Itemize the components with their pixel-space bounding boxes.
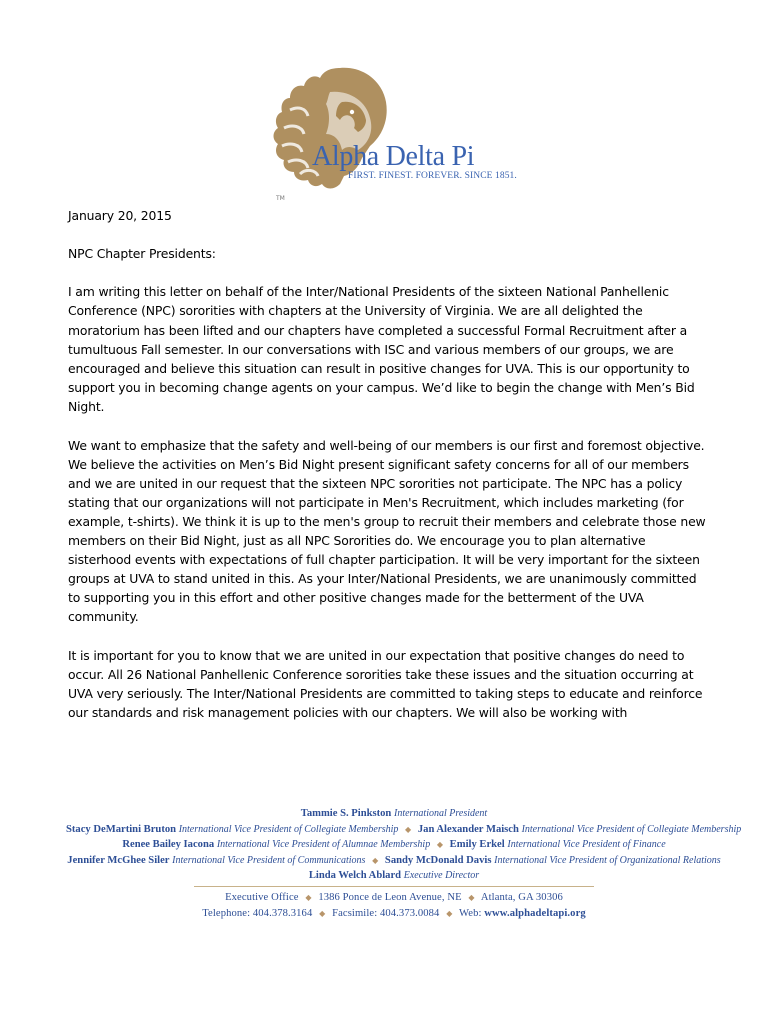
web-label: Web: — [459, 907, 482, 919]
diamond-separator-icon: ◆ — [446, 908, 453, 918]
organization-tagline: FIRST. FINEST. FOREVER. SINCE 1851. — [348, 171, 517, 181]
vp6-name: Sandy McDonald Davis — [384, 854, 492, 866]
letter-paragraph-3: It is important for you to know that we are united in our expectation that positive changes do need to occur. All 26 National Panhellenic Conference sororities take these issues and the situation occurring at UVA very seriously. The Inter/National Presidents are committed to taking steps to educate and reinforce our standards and risk management policies with our chapters. We will also be working with — [68, 647, 703, 721]
vp5-name: Jennifer McGhee Siler — [67, 854, 170, 866]
facsimile: Facsimile: 404.373.0084 — [332, 907, 440, 919]
footer-row-collegiate — [66, 822, 742, 838]
diamond-separator-icon: ◆ — [372, 855, 379, 865]
vp1-title: International Vice President of Collegiate Membership — [178, 823, 399, 835]
letter-date: January 20, 2015 — [68, 208, 172, 223]
footer-row-contact — [66, 906, 722, 922]
diamond-separator-icon: ◆ — [305, 892, 312, 902]
lion-logo-icon — [270, 62, 390, 202]
vp5-title: International Vice President of Communications — [172, 854, 366, 866]
footer-row-director — [66, 868, 722, 884]
letterhead — [250, 40, 720, 200]
president-title: International President — [393, 808, 488, 819]
vp6-title: International Vice President of Organizational Relations — [494, 854, 721, 866]
office-label: Executive Office — [225, 891, 299, 903]
diamond-separator-icon: ◆ — [468, 892, 475, 902]
vp2-name: Jan Alexander Maisch — [417, 823, 519, 835]
letter-paragraph-1: I am writing this letter on behalf of the Inter/National Presidents of the sixteen National Panhellenic Conference (NPC) sororities with chapters at the University of Virginia. We are all delighted the moratorium has been lifted and our chapters have completed a successful Formal Recruitment after a tumultuous Fall semester. In our conversations with ISC and various members of our groups, we are encouraged and believe this situation can result in positive changes for UVA. This is our opportunity to support you in becoming change agents on your campus. We’d like to begin the change with Men’s Bid Night. — [68, 284, 695, 414]
office-city: Atlanta, GA 30306 — [480, 891, 563, 903]
footer-row-alumnae — [66, 837, 722, 853]
letter-body — [68, 206, 708, 741]
vp3-title: International Vice President of Alumnae Membership — [216, 839, 431, 851]
footer-divider — [194, 886, 594, 887]
diamond-separator-icon: ◆ — [319, 908, 326, 918]
vp4-title: International Vice President of Finance — [507, 839, 666, 851]
director-title: Executive Director — [403, 870, 480, 882]
svg-text:TM: TM — [276, 195, 285, 202]
footer-row-address — [66, 890, 722, 906]
diamond-separator-icon: ◆ — [405, 824, 412, 834]
letter-paragraph-2: We want to emphasize that the safety and well-being of our members is our first and foremost objective. We believe the activities on Men’s Bid Night present significant safety concerns for all of our members and we are united in our request that the sixteen NPC sororities not participate. The NPC has a policy stating that our organizations will not participate in Men's Recruitment, which includes marketing (for example, t-shirts). We think it is up to the men's group to recruit their members and celebrate those new members on their Bid Night, just as all NPC Sororities do. We encourage you to plan alternative sisterhood events with expectations of full chapter participation. It will be very important for the sixteen groups at UVA to stand united in this. As your Inter/National Presidents, we are unanimously committed to supporting you in this effort and other positive changes made for the betterment of the UVA community. — [68, 437, 706, 625]
office-address: 1386 Ponce de Leon Avenue, NE — [318, 891, 462, 903]
website-link[interactable]: www.alphadeltapi.org — [484, 907, 586, 919]
footer-row-communications — [66, 853, 722, 869]
president-name: Tammie S. Pinkston — [300, 808, 392, 819]
letterhead-footer — [66, 806, 742, 921]
diamond-separator-icon: ◆ — [436, 840, 444, 850]
vp4-name: Emily Erkel — [449, 839, 505, 851]
vp1-name: Stacy DeMartini Bruton — [66, 823, 177, 835]
telephone: Telephone: 404.378.3164 — [202, 907, 313, 919]
vp3-name: Renee Bailey Iacona — [122, 839, 215, 851]
footer-row-president — [66, 806, 722, 822]
vp2-title: International Vice President of Collegiate Membership — [521, 823, 742, 835]
director-name: Linda Welch Ablard — [308, 870, 402, 882]
organization-name: Alpha Delta Pi — [312, 141, 475, 172]
letter-salutation: NPC Chapter Presidents: — [68, 246, 216, 262]
